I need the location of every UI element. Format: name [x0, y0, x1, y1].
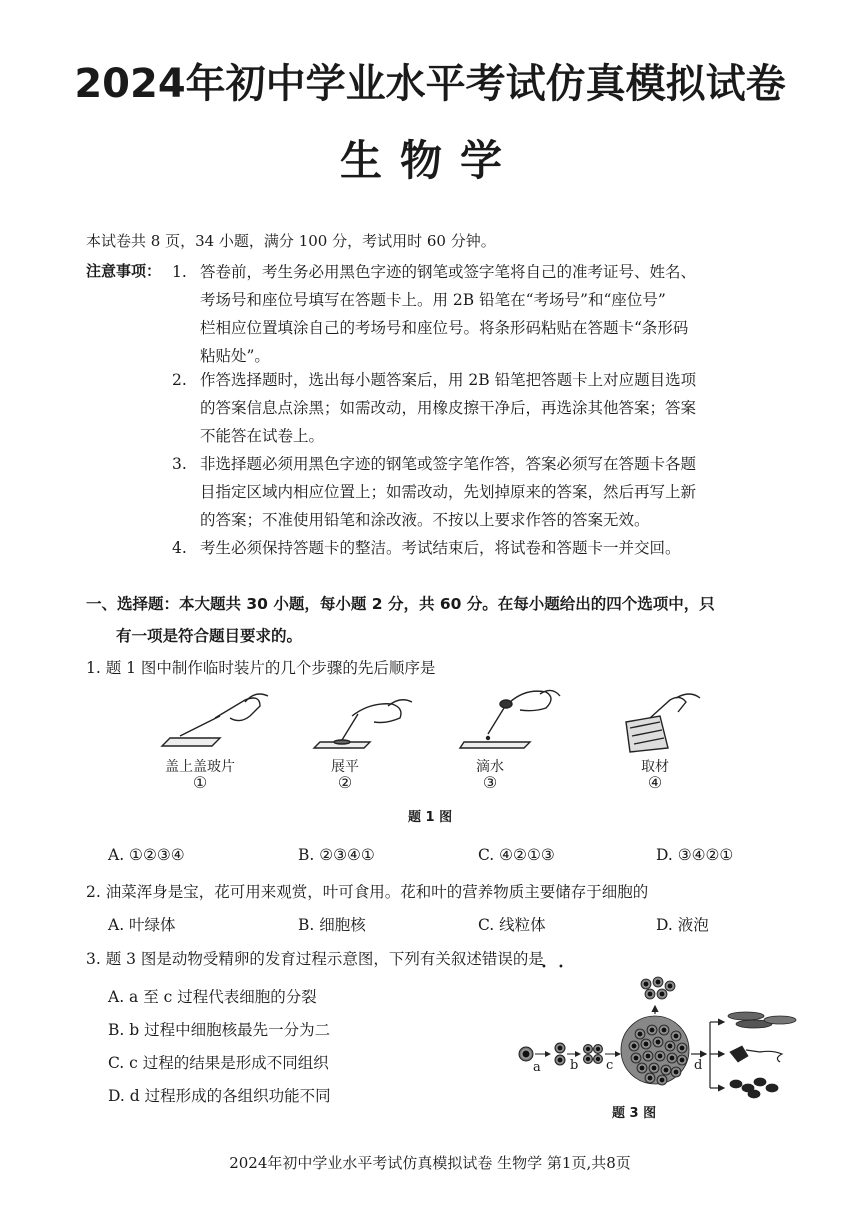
fig1-label-2: 展平: [331, 759, 359, 775]
fig3-label-b: b: [570, 1058, 579, 1073]
notice-line: 的答案信息点涂黑；如需改动，用橡皮擦干净后，再选涂其他答案；答案: [200, 399, 697, 417]
q1-option-c[interactable]: C. ④②①③: [478, 846, 555, 864]
q1-option-b[interactable]: B. ②③④①: [298, 846, 375, 864]
fig1-num-3: ③: [482, 773, 498, 792]
cover-slip-illustration: [162, 694, 268, 746]
fig1-num-4: ④: [647, 773, 663, 792]
emphasis-dot: •: [541, 962, 547, 973]
tissue-types: [728, 1012, 796, 1098]
section-heading-line1: 一、选择题：本大题共 30 小题，每小题 2 分，共 60 分。在每小题给出的四个选项中，只: [86, 595, 715, 613]
exam-title: 2024年初中学业水平考试仿真模拟试卷: [74, 61, 786, 107]
question-2-stem: 2. 油菜浑身是宝，花可用来观赏，叶可食用。花和叶的营养物质主要储存于细胞的: [86, 883, 649, 901]
spread-illustration: [314, 700, 412, 748]
q1-option-d[interactable]: D. ③④②①: [656, 846, 734, 864]
question-1-figure: [150, 688, 730, 758]
fig3-label-c: c: [606, 1058, 614, 1073]
exam-info: 本试卷共 8 页，34 小题，满分 100 分，考试用时 60 分钟。: [86, 232, 496, 250]
page-footer: 2024年初中学业水平考试仿真模拟试卷 生物学 第1页,共8页: [229, 1154, 631, 1172]
q2-option-d[interactable]: D. 液泡: [656, 916, 709, 934]
fig1-num-2: ②: [337, 773, 353, 792]
fig1-label-1: 盖上盖玻片: [165, 759, 235, 775]
fig1-num-1: ①: [192, 773, 208, 792]
take-material-illustration: [626, 694, 700, 752]
notice-line: 非选择题必须用黑色字迹的钢笔或签字笔作答，答案必须写在答题卡各题: [200, 455, 697, 473]
cell-mass: [621, 1016, 689, 1085]
notice-line: 考生必须保持答题卡的整洁。考试结束后，将试卷和答题卡一并交回。: [200, 539, 681, 557]
notice-num: 2.: [172, 371, 187, 389]
question-3-stem: 3. 题 3 图是动物受精卵的发育过程示意图，下列有关叙述错误的是: [86, 950, 544, 968]
q3-option-d[interactable]: D. d 过程形成的各组织功能不同: [108, 1087, 331, 1105]
q3-option-a[interactable]: A. a 至 c 过程代表细胞的分裂: [108, 988, 317, 1006]
notice-line: 考场号和座位号填写在答题卡上。用 2B 铅笔在“考场号”和“座位号”: [200, 291, 666, 309]
notice-line: 粘贴处”。: [200, 347, 270, 365]
q2-option-b[interactable]: B. 细胞核: [298, 916, 366, 934]
notice-line: 不能答在试卷上。: [200, 427, 325, 445]
section-heading-line2: 有一项是符合题目要求的。: [116, 627, 303, 645]
fig3-label-a: a: [533, 1060, 541, 1075]
notice-line: 作答选择题时，选出每小题答案后，用 2B 铅笔把答题卡上对应题目选项: [200, 371, 697, 389]
q1-option-a[interactable]: A. ①②③④: [108, 846, 185, 864]
subject-title: 生物学: [339, 136, 520, 185]
fig1-label-3: 滴水: [476, 759, 504, 775]
notice-num: 1.: [172, 263, 187, 281]
section-heading: [86, 588, 786, 652]
q2-option-a[interactable]: A. 叶绿体: [108, 916, 176, 934]
notice-line: 的答案；不准使用铅笔和涂改液。不按以上要求作答的答案无效。: [200, 511, 650, 529]
top-tissue: [641, 977, 675, 1014]
q3-option-c[interactable]: C. c 过程的结果是形成不同组织: [108, 1054, 329, 1072]
drop-water-illustration: [460, 690, 560, 748]
notice-label: 注意事项：: [86, 262, 162, 280]
q3-option-b[interactable]: B. b 过程中细胞核最先一分为二: [108, 1021, 331, 1039]
emphasis-dot: •: [558, 962, 564, 973]
notice-num: 3.: [172, 455, 187, 473]
fig3-caption: 题 3 图: [612, 1106, 657, 1121]
notice-num: 4.: [172, 539, 187, 557]
fig1-caption: 题 1 图: [408, 810, 453, 825]
fig3-label-d: d: [694, 1058, 703, 1073]
question-1-stem: 1. 题 1 图中制作临时装片的几个步骤的先后顺序是: [86, 659, 436, 677]
notice-line: 目指定区域内相应位置上；如需改动，先划掉原来的答案，然后再写上新: [200, 483, 697, 501]
question-3-figure: [510, 972, 810, 1102]
notice-line: 栏相应位置填涂自己的考场号和座位号。将条形码粘贴在答题卡“条形码: [200, 319, 689, 337]
notice-line: 答卷前，考生务必用黑色字迹的钢笔或签字笔将自己的准考证号、姓名、: [200, 263, 697, 281]
fig1-label-4: 取材: [641, 759, 669, 775]
q2-option-c[interactable]: C. 线粒体: [478, 916, 546, 934]
